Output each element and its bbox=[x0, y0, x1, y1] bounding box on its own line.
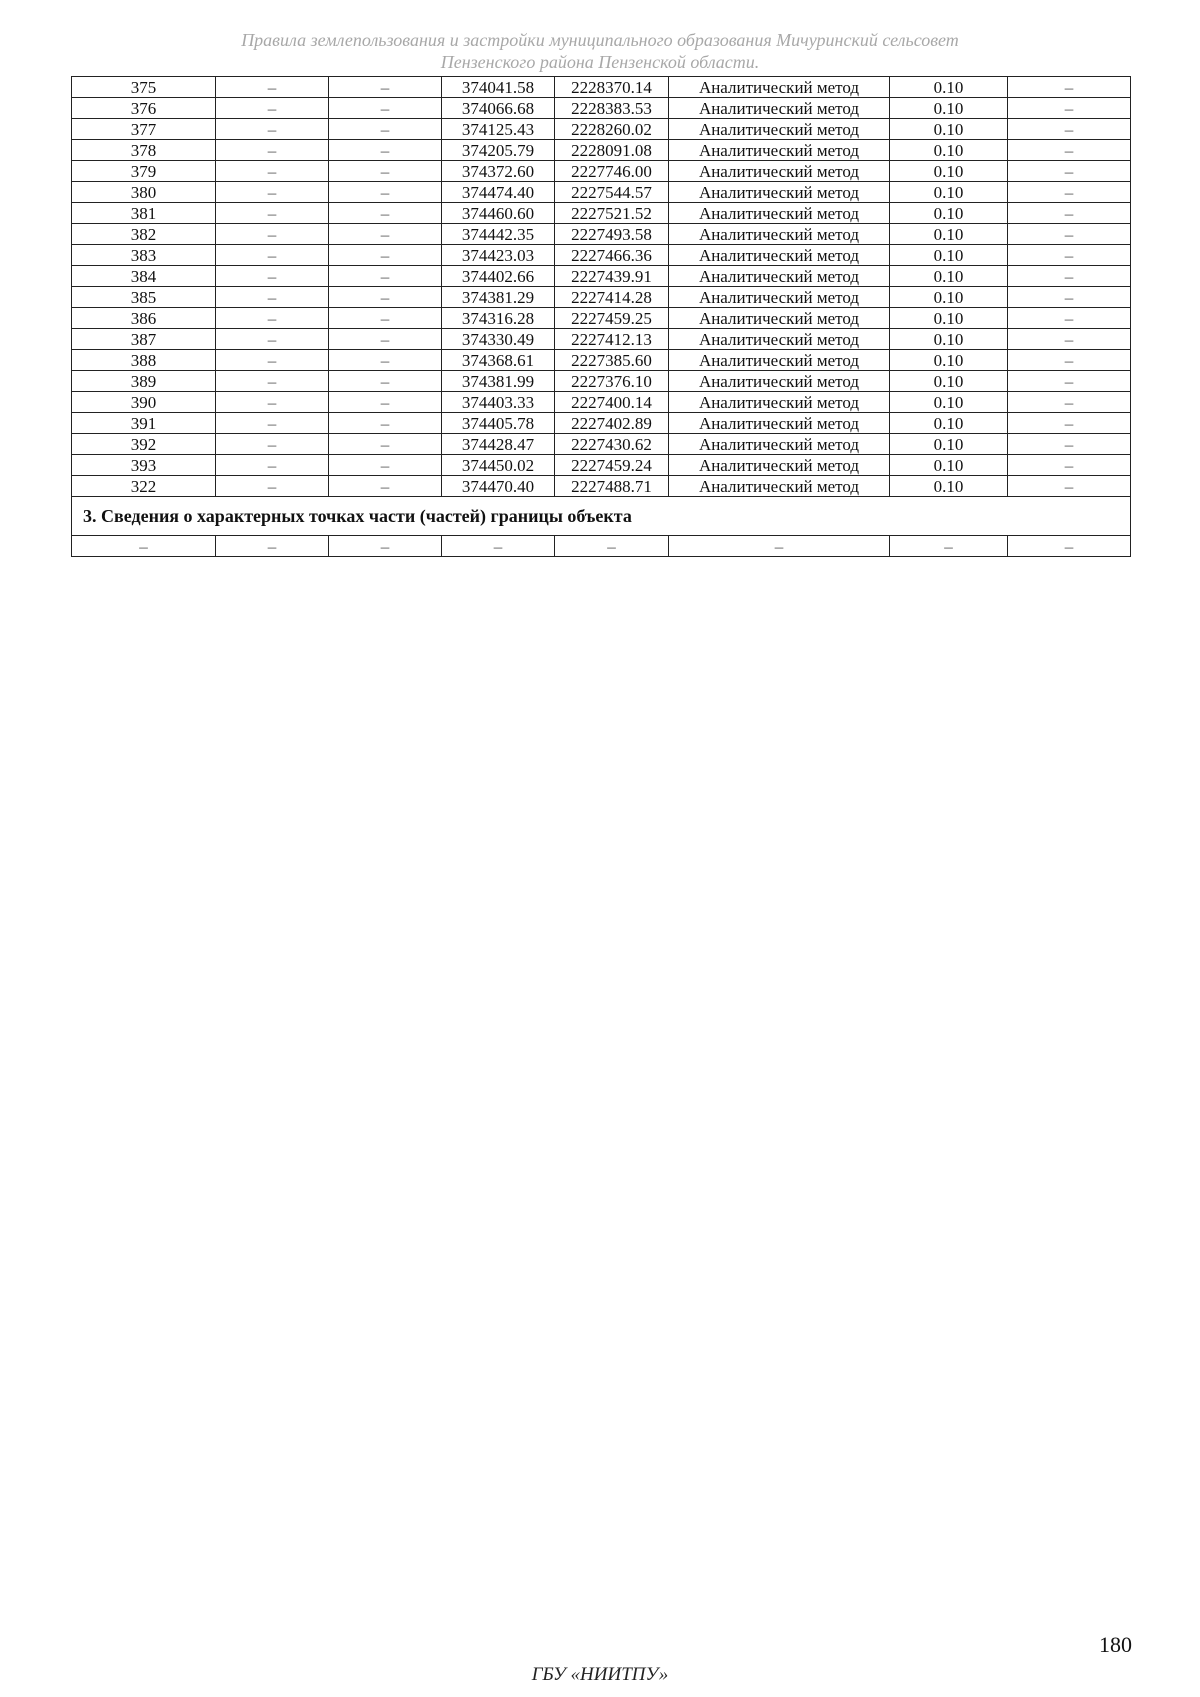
cell-col-2: – bbox=[216, 308, 329, 329]
cell-x-coordinate: 374442.35 bbox=[442, 224, 555, 245]
cell-method: Аналитический метод bbox=[669, 371, 890, 392]
cell-precision: 0.10 bbox=[890, 140, 1008, 161]
cell-point-number: 387 bbox=[72, 329, 216, 350]
cell-point-number: 383 bbox=[72, 245, 216, 266]
cell-precision: 0.10 bbox=[890, 98, 1008, 119]
cell-precision: 0.10 bbox=[890, 371, 1008, 392]
table-row bbox=[72, 119, 1131, 140]
table-row bbox=[72, 161, 1131, 182]
cell-method: Аналитический метод bbox=[669, 455, 890, 476]
table-row bbox=[72, 245, 1131, 266]
cell-x-coordinate: 374428.47 bbox=[442, 434, 555, 455]
cell-col-3: – bbox=[329, 161, 442, 182]
table-row bbox=[72, 350, 1131, 371]
cell-col-8: – bbox=[1008, 77, 1131, 98]
cell-y-coordinate: 2228260.02 bbox=[555, 119, 669, 140]
cell-precision: 0.10 bbox=[890, 182, 1008, 203]
table-row bbox=[72, 434, 1131, 455]
cell-x-coordinate: 374402.66 bbox=[442, 266, 555, 287]
cell-method: Аналитический метод bbox=[669, 140, 890, 161]
cell-method: Аналитический метод bbox=[669, 413, 890, 434]
cell-col-2: – bbox=[216, 350, 329, 371]
cell-col-3: – bbox=[329, 413, 442, 434]
cell-point-number: 389 bbox=[72, 371, 216, 392]
cell-col-2: – bbox=[216, 455, 329, 476]
cell-precision: 0.10 bbox=[890, 77, 1008, 98]
cell-x-coordinate: 374423.03 bbox=[442, 245, 555, 266]
cell-method: Аналитический метод bbox=[669, 161, 890, 182]
table-row bbox=[72, 287, 1131, 308]
cell-col-2: – bbox=[216, 371, 329, 392]
cell-method: Аналитический метод bbox=[669, 182, 890, 203]
table-row-empty bbox=[72, 536, 1131, 557]
cell-col-3: – bbox=[329, 245, 442, 266]
cell-x-coordinate: 374125.43 bbox=[442, 119, 555, 140]
cell-empty: – bbox=[72, 536, 216, 557]
cell-col-2: – bbox=[216, 476, 329, 497]
cell-point-number: 381 bbox=[72, 203, 216, 224]
cell-empty: – bbox=[669, 536, 890, 557]
cell-y-coordinate: 2227385.60 bbox=[555, 350, 669, 371]
cell-col-8: – bbox=[1008, 434, 1131, 455]
cell-method: Аналитический метод bbox=[669, 203, 890, 224]
cell-point-number: 379 bbox=[72, 161, 216, 182]
cell-x-coordinate: 374381.29 bbox=[442, 287, 555, 308]
cell-col-2: – bbox=[216, 182, 329, 203]
cell-col-8: – bbox=[1008, 266, 1131, 287]
cell-col-2: – bbox=[216, 266, 329, 287]
cell-y-coordinate: 2227459.25 bbox=[555, 308, 669, 329]
cell-y-coordinate: 2227521.52 bbox=[555, 203, 669, 224]
cell-y-coordinate: 2227402.89 bbox=[555, 413, 669, 434]
cell-col-2: – bbox=[216, 287, 329, 308]
cell-point-number: 392 bbox=[72, 434, 216, 455]
table-row bbox=[72, 203, 1131, 224]
cell-y-coordinate: 2227544.57 bbox=[555, 182, 669, 203]
cell-col-3: – bbox=[329, 308, 442, 329]
cell-x-coordinate: 374381.99 bbox=[442, 371, 555, 392]
cell-y-coordinate: 2227439.91 bbox=[555, 266, 669, 287]
cell-col-3: – bbox=[329, 329, 442, 350]
cell-col-8: – bbox=[1008, 203, 1131, 224]
cell-col-2: – bbox=[216, 392, 329, 413]
cell-y-coordinate: 2228091.08 bbox=[555, 140, 669, 161]
cell-col-8: – bbox=[1008, 119, 1131, 140]
cell-col-2: – bbox=[216, 161, 329, 182]
cell-point-number: 376 bbox=[72, 98, 216, 119]
cell-col-2: – bbox=[216, 203, 329, 224]
cell-x-coordinate: 374368.61 bbox=[442, 350, 555, 371]
cell-col-8: – bbox=[1008, 245, 1131, 266]
cell-empty: – bbox=[555, 536, 669, 557]
cell-point-number: 322 bbox=[72, 476, 216, 497]
cell-empty: – bbox=[216, 536, 329, 557]
table-row bbox=[72, 182, 1131, 203]
cell-col-8: – bbox=[1008, 98, 1131, 119]
cell-y-coordinate: 2227488.71 bbox=[555, 476, 669, 497]
page-footer: ГБУ «НИИТПУ» bbox=[531, 1664, 669, 1685]
header-line-1: Правила землепользования и застройки муниципального образования Мичуринский сельсовет bbox=[241, 30, 959, 50]
table-row bbox=[72, 224, 1131, 245]
cell-col-8: – bbox=[1008, 392, 1131, 413]
cell-method: Аналитический метод bbox=[669, 308, 890, 329]
cell-empty: – bbox=[890, 536, 1008, 557]
cell-col-2: – bbox=[216, 329, 329, 350]
cell-precision: 0.10 bbox=[890, 413, 1008, 434]
cell-empty: – bbox=[442, 536, 555, 557]
cell-precision: 0.10 bbox=[890, 266, 1008, 287]
cell-col-2: – bbox=[216, 413, 329, 434]
cell-point-number: 393 bbox=[72, 455, 216, 476]
cell-col-3: – bbox=[329, 203, 442, 224]
cell-col-2: – bbox=[216, 140, 329, 161]
section-3-title: 3. Сведения о характерных точках части (частей) границы объекта bbox=[72, 497, 1131, 536]
cell-col-2: – bbox=[216, 224, 329, 245]
cell-x-coordinate: 374316.28 bbox=[442, 308, 555, 329]
cell-y-coordinate: 2227493.58 bbox=[555, 224, 669, 245]
cell-point-number: 380 bbox=[72, 182, 216, 203]
cell-method: Аналитический метод bbox=[669, 119, 890, 140]
cell-y-coordinate: 2227746.00 bbox=[555, 161, 669, 182]
cell-point-number: 382 bbox=[72, 224, 216, 245]
cell-precision: 0.10 bbox=[890, 329, 1008, 350]
cell-col-8: – bbox=[1008, 329, 1131, 350]
cell-x-coordinate: 374041.58 bbox=[442, 77, 555, 98]
cell-point-number: 391 bbox=[72, 413, 216, 434]
cell-x-coordinate: 374460.60 bbox=[442, 203, 555, 224]
cell-col-3: – bbox=[329, 287, 442, 308]
cell-method: Аналитический метод bbox=[669, 98, 890, 119]
table-row bbox=[72, 329, 1131, 350]
table-row bbox=[72, 98, 1131, 119]
cell-method: Аналитический метод bbox=[669, 329, 890, 350]
cell-precision: 0.10 bbox=[890, 224, 1008, 245]
cell-y-coordinate: 2227430.62 bbox=[555, 434, 669, 455]
cell-method: Аналитический метод bbox=[669, 245, 890, 266]
cell-empty: – bbox=[329, 536, 442, 557]
cell-col-2: – bbox=[216, 98, 329, 119]
cell-col-3: – bbox=[329, 266, 442, 287]
cell-col-3: – bbox=[329, 434, 442, 455]
table-row bbox=[72, 77, 1131, 98]
cell-col-3: – bbox=[329, 119, 442, 140]
cell-col-8: – bbox=[1008, 224, 1131, 245]
header-line-2: Пензенского района Пензенской области. bbox=[440, 52, 760, 72]
cell-col-3: – bbox=[329, 224, 442, 245]
page-header bbox=[72, 29, 1128, 73]
table-row bbox=[72, 266, 1131, 287]
section-heading-row bbox=[72, 497, 1131, 536]
cell-precision: 0.10 bbox=[890, 392, 1008, 413]
cell-precision: 0.10 bbox=[890, 476, 1008, 497]
cell-precision: 0.10 bbox=[890, 434, 1008, 455]
cell-col-3: – bbox=[329, 98, 442, 119]
cell-x-coordinate: 374474.40 bbox=[442, 182, 555, 203]
cell-col-8: – bbox=[1008, 455, 1131, 476]
cell-y-coordinate: 2228370.14 bbox=[555, 77, 669, 98]
cell-point-number: 390 bbox=[72, 392, 216, 413]
table-row bbox=[72, 455, 1131, 476]
cell-precision: 0.10 bbox=[890, 245, 1008, 266]
cell-col-2: – bbox=[216, 434, 329, 455]
cell-point-number: 386 bbox=[72, 308, 216, 329]
cell-point-number: 375 bbox=[72, 77, 216, 98]
cell-method: Аналитический метод bbox=[669, 77, 890, 98]
page-number: 180 bbox=[1099, 1632, 1132, 1657]
cell-col-3: – bbox=[329, 476, 442, 497]
cell-x-coordinate: 374330.49 bbox=[442, 329, 555, 350]
cell-point-number: 385 bbox=[72, 287, 216, 308]
cell-col-8: – bbox=[1008, 182, 1131, 203]
cell-col-8: – bbox=[1008, 161, 1131, 182]
cell-point-number: 378 bbox=[72, 140, 216, 161]
cell-x-coordinate: 374403.33 bbox=[442, 392, 555, 413]
cell-method: Аналитический метод bbox=[669, 287, 890, 308]
coordinates-table-body bbox=[72, 77, 1131, 557]
cell-method: Аналитический метод bbox=[669, 392, 890, 413]
cell-y-coordinate: 2227412.13 bbox=[555, 329, 669, 350]
cell-col-8: – bbox=[1008, 371, 1131, 392]
cell-method: Аналитический метод bbox=[669, 266, 890, 287]
cell-y-coordinate: 2227466.36 bbox=[555, 245, 669, 266]
cell-y-coordinate: 2227376.10 bbox=[555, 371, 669, 392]
cell-precision: 0.10 bbox=[890, 287, 1008, 308]
cell-x-coordinate: 374066.68 bbox=[442, 98, 555, 119]
table-row bbox=[72, 140, 1131, 161]
cell-col-8: – bbox=[1008, 287, 1131, 308]
cell-col-3: – bbox=[329, 182, 442, 203]
table-row bbox=[72, 371, 1131, 392]
cell-col-3: – bbox=[329, 371, 442, 392]
cell-precision: 0.10 bbox=[890, 308, 1008, 329]
cell-precision: 0.10 bbox=[890, 203, 1008, 224]
cell-col-8: – bbox=[1008, 350, 1131, 371]
cell-x-coordinate: 374405.78 bbox=[442, 413, 555, 434]
cell-precision: 0.10 bbox=[890, 455, 1008, 476]
cell-x-coordinate: 374470.40 bbox=[442, 476, 555, 497]
cell-col-3: – bbox=[329, 140, 442, 161]
cell-x-coordinate: 374205.79 bbox=[442, 140, 555, 161]
cell-col-3: – bbox=[329, 455, 442, 476]
cell-col-8: – bbox=[1008, 308, 1131, 329]
cell-precision: 0.10 bbox=[890, 119, 1008, 140]
cell-x-coordinate: 374372.60 bbox=[442, 161, 555, 182]
cell-col-8: – bbox=[1008, 140, 1131, 161]
coordinates-table bbox=[71, 76, 1131, 557]
cell-x-coordinate: 374450.02 bbox=[442, 455, 555, 476]
cell-method: Аналитический метод bbox=[669, 224, 890, 245]
cell-col-8: – bbox=[1008, 476, 1131, 497]
cell-col-3: – bbox=[329, 392, 442, 413]
cell-y-coordinate: 2227400.14 bbox=[555, 392, 669, 413]
cell-y-coordinate: 2227414.28 bbox=[555, 287, 669, 308]
cell-col-2: – bbox=[216, 77, 329, 98]
cell-point-number: 388 bbox=[72, 350, 216, 371]
cell-y-coordinate: 2227459.24 bbox=[555, 455, 669, 476]
cell-point-number: 377 bbox=[72, 119, 216, 140]
cell-method: Аналитический метод bbox=[669, 350, 890, 371]
cell-col-3: – bbox=[329, 77, 442, 98]
table-row bbox=[72, 308, 1131, 329]
cell-col-2: – bbox=[216, 119, 329, 140]
cell-method: Аналитический метод bbox=[669, 476, 890, 497]
cell-precision: 0.10 bbox=[890, 161, 1008, 182]
cell-y-coordinate: 2228383.53 bbox=[555, 98, 669, 119]
cell-col-3: – bbox=[329, 350, 442, 371]
table-row bbox=[72, 413, 1131, 434]
cell-precision: 0.10 bbox=[890, 350, 1008, 371]
cell-col-8: – bbox=[1008, 413, 1131, 434]
cell-col-2: – bbox=[216, 245, 329, 266]
cell-method: Аналитический метод bbox=[669, 434, 890, 455]
table-row bbox=[72, 476, 1131, 497]
table-row bbox=[72, 392, 1131, 413]
cell-empty: – bbox=[1008, 536, 1131, 557]
cell-point-number: 384 bbox=[72, 266, 216, 287]
